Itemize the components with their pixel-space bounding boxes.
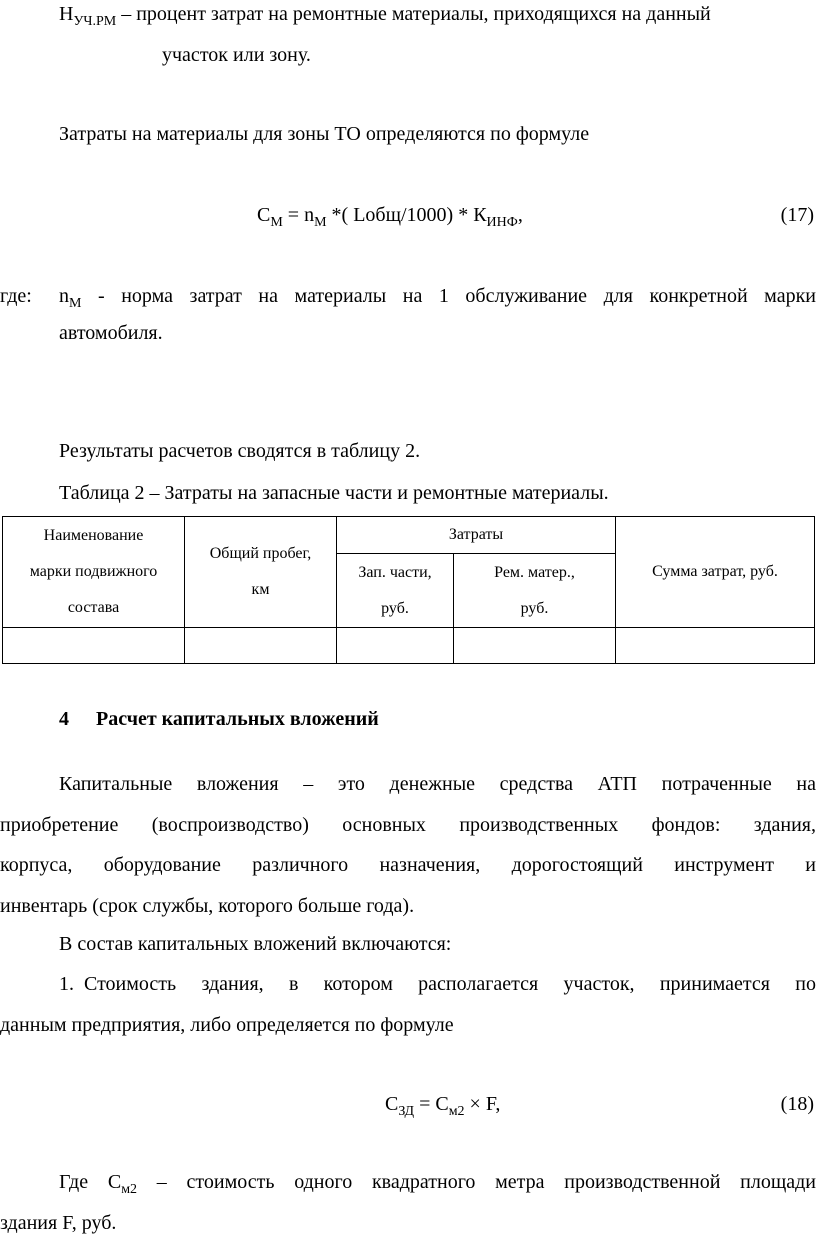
header-parts-cell: [337, 554, 454, 628]
header-mileage-line2: км: [251, 581, 270, 598]
capital-para-line2: приобретение (воспроизводство) основных производственных фондов: здания,: [0, 814, 816, 836]
where-18-c: Где С: [59, 1171, 122, 1193]
where-n-sub: М: [69, 296, 82, 311]
formula-18-c: С: [385, 1093, 399, 1115]
formula-18: [385, 1092, 501, 1119]
section-4-number: 4: [59, 708, 69, 730]
formula-18-cm-sub: м2: [448, 1104, 465, 1119]
definition-nucrm-line1: [59, 2, 816, 29]
table-cell: [616, 628, 815, 664]
formula-18-c-sub: ЗД: [398, 1104, 415, 1119]
definition-nucrm-line2: участок или зону.: [162, 44, 311, 66]
where-18-line2: здания F, руб.: [0, 1212, 117, 1234]
formula-17: [257, 203, 523, 230]
symbol-n: Н: [59, 3, 74, 25]
costs-table: [2, 516, 815, 664]
results-text: Результаты расчетов сводятся в таблицу 2.: [59, 440, 421, 462]
formula-18-eq: = С: [414, 1093, 449, 1115]
item-1-number: 1.: [59, 973, 74, 995]
header-repair-cell: [454, 554, 616, 628]
where-18-c-sub: м2: [121, 1182, 138, 1197]
formula-17-n-sub: М: [314, 215, 327, 230]
definition-text: – процент затрат на ремонтные материалы, приходящихся на данный: [116, 3, 711, 25]
header-parts-line2: руб.: [381, 599, 409, 617]
section-4-title: Расчет капитальных вложений: [96, 708, 379, 730]
where-n: n: [59, 285, 69, 307]
where-line1: [59, 284, 816, 311]
symbol-n-subscript: УЧ.РМ: [73, 14, 117, 29]
formula-17-middle: *( Lобщ/1000) * К: [326, 204, 487, 226]
where-label: где:: [0, 285, 32, 307]
includes-text: В состав капитальных вложений включаются:: [59, 933, 452, 955]
capital-para-line3: корпуса, оборудование различного назначения, дорогостоящий инструмент и: [0, 854, 816, 876]
formula-17-tail: ,: [517, 204, 523, 226]
header-name-cell: [3, 517, 185, 628]
table-cell: [185, 628, 337, 664]
where-18-text: – стоимость одного квадратного метра производственной площади: [137, 1171, 816, 1193]
where-18-line1: [59, 1170, 816, 1197]
header-repair-line2: руб.: [520, 599, 549, 617]
table-cell: [454, 628, 616, 664]
zone-to-intro: Затраты на материалы для зоны ТО определяются по формуле: [59, 123, 590, 145]
item-1-line1: Стоимость здания, в котором располагается участок, принимается по: [84, 973, 816, 995]
header-name-line2: марки подвижного: [29, 563, 158, 580]
table-row: [3, 628, 815, 664]
header-mileage-cell: [185, 517, 337, 628]
where-text: - норма затрат на материалы на 1 обслуживание для конкретной марки: [81, 285, 816, 307]
table-caption: Таблица 2 – Затраты на запасные части и ремонтные материалы.: [59, 482, 609, 504]
formula-17-eq: = n: [282, 204, 315, 226]
formula-17-c: С: [257, 204, 271, 226]
header-costs-cell: Затраты: [337, 517, 616, 554]
header-mileage-line1: Общий пробег,: [209, 545, 312, 562]
formula-18-number: (18): [780, 1093, 814, 1115]
formula-18-tail: × F,: [464, 1093, 501, 1115]
header-sum-cell: Сумма затрат, руб.: [616, 517, 815, 628]
header-name-line3: состава: [67, 599, 120, 616]
where-line2: автомобиля.: [59, 322, 163, 344]
header-repair-line1: Рем. матер.,: [494, 563, 575, 581]
formula-17-c-sub: М: [270, 215, 283, 230]
capital-para-line1: Капитальные вложения – это денежные средства АТП потраченные на: [59, 773, 816, 795]
item-1-line2: данным предприятия, либо определяется по формуле: [0, 1014, 454, 1036]
header-parts-line1: Зап. части,: [358, 563, 432, 581]
table-cell: [3, 628, 185, 664]
formula-17-number: (17): [780, 204, 814, 226]
table-cell: [337, 628, 454, 664]
header-name-line1: Наименование: [43, 527, 144, 544]
formula-17-k-sub: ИНФ: [486, 215, 518, 230]
capital-para-line4: инвентарь (срок службы, которого больше года).: [0, 895, 415, 917]
